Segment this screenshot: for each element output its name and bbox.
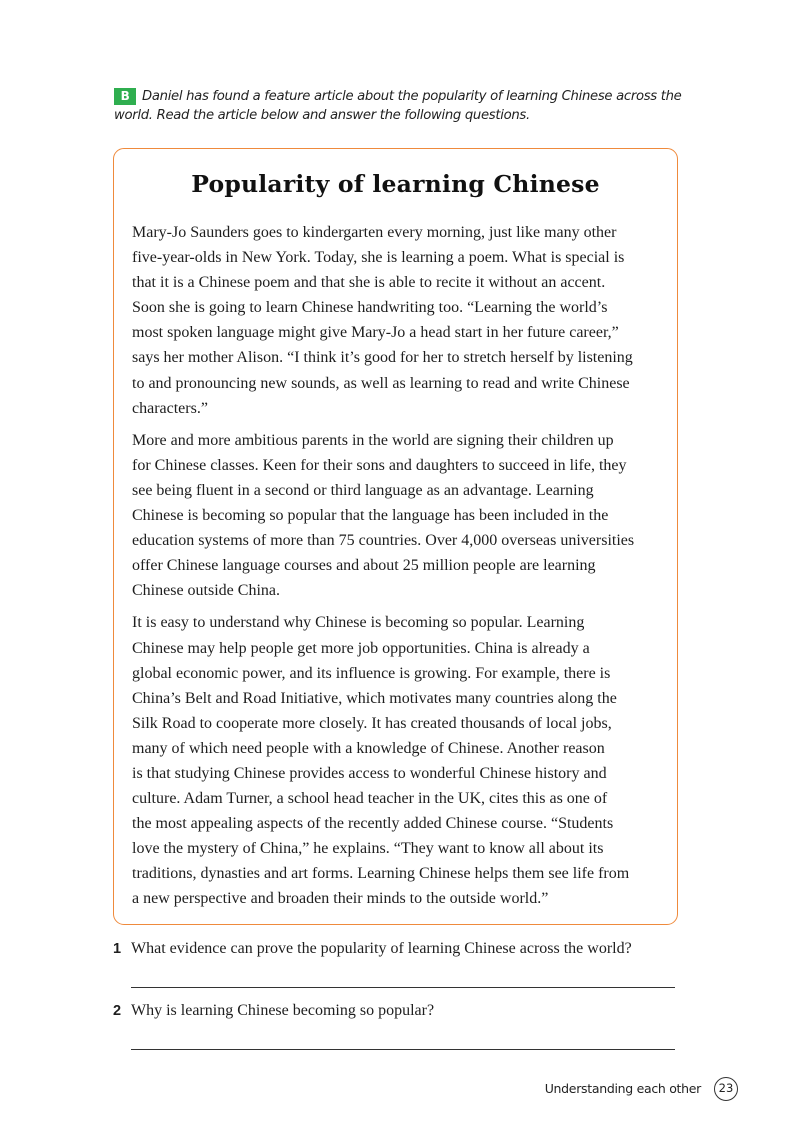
text-line: culture. Adam Turner, a school head teacher in the UK, cites this as one of [132,790,608,808]
text-line: global economic power, and its influence is growing. For example, there is [132,664,611,682]
text-line: characters.” [132,399,208,417]
question-text: Why is learning Chinese becoming so popular? [131,1002,435,1019]
article-title: Popularity of learning Chinese [191,170,600,198]
text-line: is that studying Chinese provides access to wonderful Chinese history and [132,764,607,782]
text-line: Silk Road to cooperate more closely. It has created thousands of local jobs, [132,714,612,732]
footer-unit-title: Understanding each other [544,1081,701,1096]
instruction-line-1: Daniel has found a feature article about the popularity of learning Chinese across the [142,89,682,104]
text-line: says her mother Alison. “I think it’s good for her to stretch herself by listening [132,349,633,367]
instruction-text [114,87,694,125]
text-line: see being fluent in a second or third language as an advantage. Learning [132,481,594,499]
text-line: love the mystery of China,” he explains. “They want to know all about its [132,840,604,858]
text-line: traditions, dynasties and art forms. Learning Chinese helps them see life from [132,865,630,883]
article-body [132,220,667,919]
article-paragraph-1 [132,220,667,421]
text-line: most spoken language might give Mary-Jo a head start in her future career,” [132,324,619,342]
text-line: a new perspective and broaden their minds to the outside world.” [132,890,549,908]
text-line: for Chinese classes. Keen for their sons and daughters to succeed in life, they [132,456,627,474]
answer-line-2[interactable] [131,1049,675,1050]
article-paragraph-2 [132,428,667,604]
question-number: 2 [113,1003,122,1019]
text-line: Chinese may help people get more job opportunities. China is already a [132,639,590,657]
page-number: 23 [714,1077,738,1101]
text-line: to and pronouncing new sounds, as well as learning to read and write Chinese [132,374,630,392]
text-line: More and more ambitious parents in the world are signing their children up [132,431,614,449]
question-number: 1 [113,941,122,957]
text-line: that it is a Chinese poem and that she is able to recite it without an accent. [132,274,606,292]
text-line: Mary-Jo Saunders goes to kindergarten every morning, just like many other [132,224,617,241]
text-line: the most appealing aspects of the recently added Chinese course. “Students [132,815,614,833]
instruction-line-2: world. Read the article below and answer the following questions. [114,108,530,123]
text-line: five-year-olds in New York. Today, she is learning a poem. What is special is [132,249,625,267]
question-2 [113,1002,434,1020]
question-1 [113,940,632,958]
answer-line-1[interactable] [131,987,675,988]
text-line: education systems of more than 75 countries. Over 4,000 overseas universities [132,532,635,550]
text-line: Chinese is becoming so popular that the language has been included in the [132,507,609,525]
text-line: Soon she is going to learn Chinese handwriting too. “Learning the world’s [132,299,608,317]
text-line: Chinese outside China. [132,582,280,600]
article-paragraph-3 [132,610,667,911]
text-line: China’s Belt and Road Initiative, which motivates many countries along the [132,689,617,707]
text-line: It is easy to understand why Chinese is becoming so popular. Learning [132,614,585,632]
text-line: offer Chinese language courses and about 25 million people are learning [132,557,596,575]
question-text: What evidence can prove the popularity of learning Chinese across the world? [131,940,632,957]
text-line: many of which need people with a knowledge of Chinese. Another reason [132,739,605,757]
section-badge: B [114,88,136,105]
